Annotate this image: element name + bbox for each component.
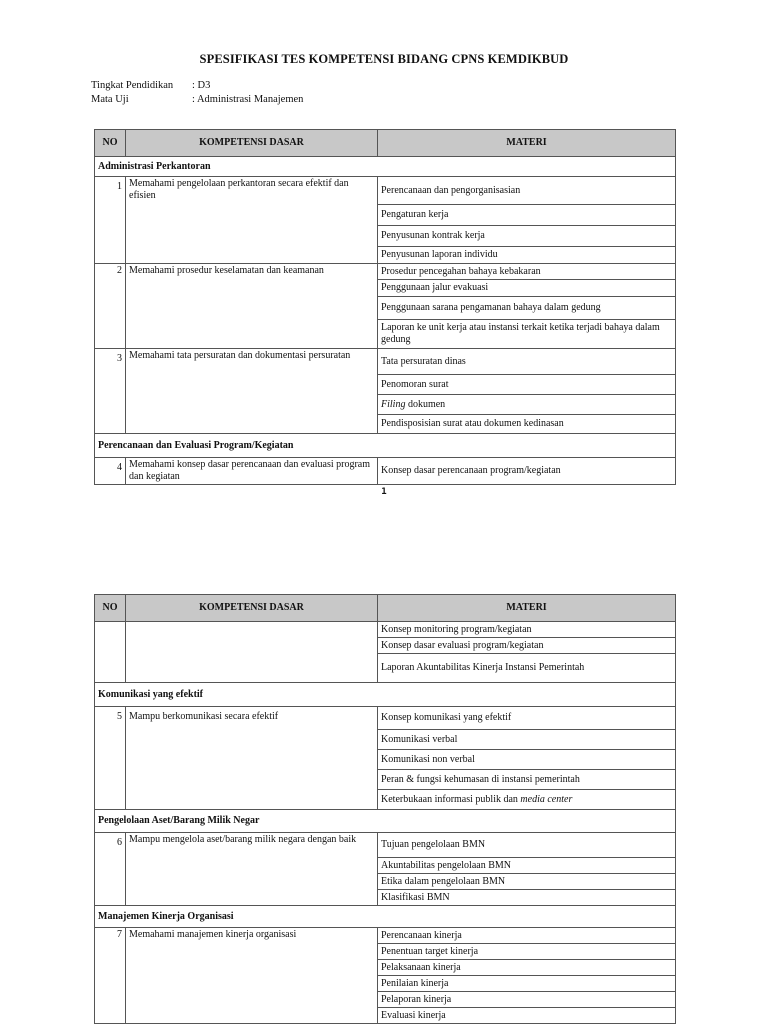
materi-cell: Pelaksanaan kinerja [378, 960, 676, 976]
section-title: Administrasi Perkantoran [95, 157, 676, 177]
materi-cell: Etika dalam pengelolaan BMN [378, 874, 676, 890]
kompetensi-cell: Memahami manajemen kinerja organisasi [126, 928, 378, 1024]
materi-cell: Konsep dasar evaluasi program/kegiatan [378, 638, 676, 654]
section-row [95, 434, 676, 458]
kompetensi-cell: Memahami tata persuratan dan dokumentasi persuratan [126, 349, 378, 434]
materi-cell: Pengaturan kerja [378, 205, 676, 226]
section-title: Komunikasi yang efektif [95, 683, 676, 707]
materi-cell: Evaluasi kinerja [378, 1008, 676, 1024]
media-center-italic: media center [520, 793, 573, 805]
materi-cell [378, 790, 676, 810]
materi-cell: Penyusunan kontrak kerja [378, 226, 676, 247]
materi-cell: Konsep monitoring program/kegiatan [378, 622, 676, 638]
row-number: 1 [95, 177, 126, 264]
materi-cell: Konsep komunikasi yang efektif [378, 707, 676, 730]
materi-cell: Penilaian kinerja [378, 976, 676, 992]
kompetensi-cell: Memahami konsep dasar perencanaan dan evaluasi program dan kegiatan [126, 458, 378, 485]
materi-cell: Klasifikasi BMN [378, 890, 676, 906]
materi-cell: Tata persuratan dinas [378, 349, 676, 375]
tingkat-value: : D3 [192, 80, 211, 91]
mata-uji-value: : Administrasi Manajemen [192, 93, 304, 105]
materi-cell: Komunikasi non verbal [378, 750, 676, 770]
header-no: NO [95, 130, 126, 157]
section-row [95, 810, 676, 833]
competency-table-page2 [94, 594, 676, 1024]
table-row [95, 264, 676, 280]
table-row [95, 177, 676, 205]
materi-cell: Penggunaan sarana pengamanan bahaya dalam gedung [378, 297, 676, 320]
table-row [95, 928, 676, 944]
row-number: 4 [95, 458, 126, 485]
materi-cell: Penyusunan laporan individu [378, 247, 676, 264]
mata-uji-label: Mata Uji [91, 93, 129, 105]
kompetensi-cell [126, 622, 378, 683]
materi-cell: Perencanaan dan pengorganisasian [378, 177, 676, 205]
kompetensi-cell: Memahami pengelolaan perkantoran secara efektif dan efisien [126, 177, 378, 264]
materi-cell: Perencanaan kinerja [378, 928, 676, 944]
doc-meta [91, 79, 303, 106]
materi-cell: Pelaporan kinerja [378, 992, 676, 1008]
materi-cell: Prosedur pencegahan bahaya kebakaran [378, 264, 676, 280]
header-no: NO [95, 595, 126, 622]
row-number: 5 [95, 707, 126, 810]
table-row [95, 833, 676, 858]
kompetensi-cell: Mampu berkomunikasi secara efektif [126, 707, 378, 810]
row-number [95, 622, 126, 683]
header-kompetensi: KOMPETENSI DASAR [126, 595, 378, 622]
kompetensi-cell: Mampu mengelola aset/barang milik negara dengan baik [126, 833, 378, 906]
header-materi: MATERI [378, 595, 676, 622]
materi-cell: Penomoran surat [378, 375, 676, 395]
filing-italic: Filing [381, 398, 406, 410]
header-materi: MATERI [378, 130, 676, 157]
kompetensi-cell: Memahami prosedur keselamatan dan keamanan [126, 264, 378, 349]
materi-cell: Pendisposisian surat atau dokumen kedinasan [378, 415, 676, 434]
tingkat-label: Tingkat Pendidikan [91, 80, 174, 91]
row-number: 2 [95, 264, 126, 349]
materi-cell: Laporan ke unit kerja atau instansi terkait ketika terjadi bahaya dalam gedung [378, 320, 676, 349]
materi-cell: Peran & fungsi kehumasan di instansi pemerintah [378, 770, 676, 790]
table-row [95, 458, 676, 485]
materi-cell: Laporan Akuntabilitas Kinerja Instansi Pemerintah [378, 654, 676, 683]
page-number: 1 [381, 487, 387, 497]
section-row [95, 157, 676, 177]
section-title: Pengelolaan Aset/Barang Milik Negar [95, 810, 676, 833]
section-title: Perencanaan dan Evaluasi Program/Kegiatan [95, 434, 676, 458]
materi-cell: Akuntabilitas pengelolaan BMN [378, 858, 676, 874]
materi-text: Keterbukaan informasi publik dan [381, 793, 518, 805]
materi-cell: Komunikasi verbal [378, 730, 676, 750]
competency-table-page1 [94, 129, 676, 485]
materi-cell: Penentuan target kinerja [378, 944, 676, 960]
table-row [95, 349, 676, 375]
table-header-row [95, 595, 676, 622]
table-row [95, 707, 676, 730]
doc-title: SPESIFIKASI TES KOMPETENSI BIDANG CPNS KEMDIKBUD [199, 52, 569, 66]
row-number: 6 [95, 833, 126, 906]
table-header-row [95, 130, 676, 157]
materi-text: dokumen [407, 398, 446, 410]
table-row [95, 622, 676, 638]
materi-cell: Tujuan pengelolaan BMN [378, 833, 676, 858]
row-number: 7 [95, 928, 126, 1024]
section-row [95, 906, 676, 928]
materi-cell: Konsep dasar perencanaan program/kegiatan [378, 458, 676, 485]
section-title: Manajemen Kinerja Organisasi [95, 906, 676, 928]
materi-cell [378, 395, 676, 415]
row-number: 3 [95, 349, 126, 434]
header-kompetensi: KOMPETENSI DASAR [126, 130, 378, 157]
materi-cell: Penggunaan jalur evakuasi [378, 280, 676, 297]
section-row [95, 683, 676, 707]
